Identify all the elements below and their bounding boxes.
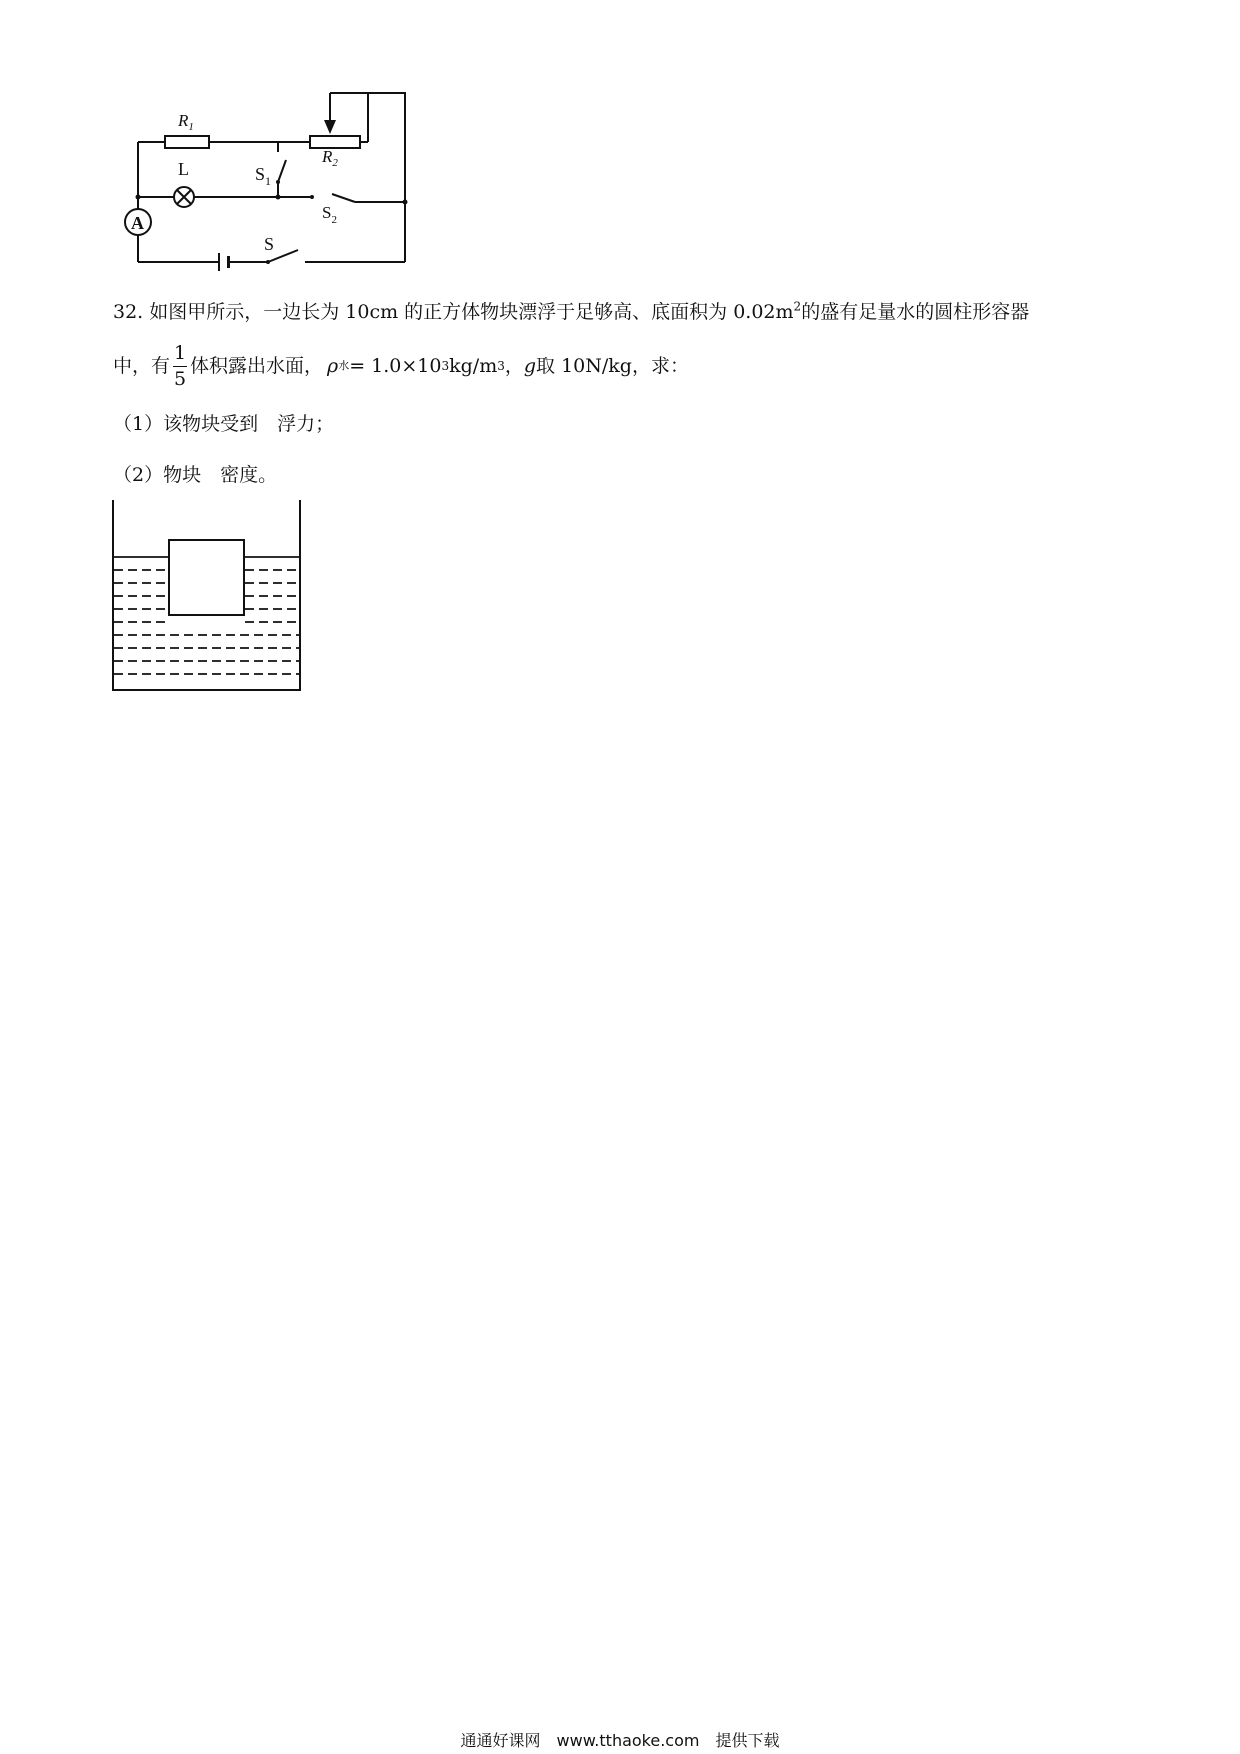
- sub-question-1: （1）该物块受到 浮力；: [113, 413, 335, 435]
- density-unit: kg/m: [449, 354, 498, 377]
- fraction-one-fifth: [173, 343, 187, 390]
- rheostat-r2: [310, 136, 360, 148]
- question-text-1a: 如图甲所示，一边长为 10cm 的正方体物块漂浮于足够高、底面积为 0.02m: [149, 301, 794, 323]
- label-lamp: L: [178, 159, 189, 179]
- label-s: S: [264, 234, 275, 254]
- question-text-2b: 体积露出水面，: [190, 354, 324, 377]
- label-s2: $S_2$: [322, 203, 337, 226]
- label-r2: $R_2$: [322, 147, 338, 169]
- label-s1: $S_1$: [255, 164, 272, 188]
- label-ammeter: A: [131, 213, 144, 233]
- container-diagram: [108, 500, 304, 700]
- resistor-r1: [165, 136, 209, 148]
- question-line-1: [113, 299, 1030, 323]
- exponent-area: 2: [793, 299, 802, 314]
- footer-source: 通通好课网 www.tthaoke.com 提供下载: [460, 1731, 780, 1750]
- rho-symbol: ρ: [327, 354, 339, 377]
- question-text-2f: 取 10N/kg，求：: [536, 354, 689, 377]
- fraction-denominator: 5: [173, 367, 187, 390]
- floating-block: [169, 540, 244, 615]
- sub-question-2: （2）物块 密度。: [113, 464, 278, 486]
- question-number: 32.: [113, 301, 144, 323]
- question-text-1b: 的盛有足量水的圆柱形容器: [801, 301, 1030, 323]
- comma: ，: [504, 354, 524, 377]
- circuit-diagram: [100, 90, 420, 280]
- question-text-2a: 中，有: [113, 354, 171, 377]
- label-r1: $R_1$: [178, 111, 194, 133]
- density-value: = 1.0×10: [349, 354, 442, 377]
- question-line-2: 中，有 $\frac{1}{5}$ 体积露出水面， ρ 水 = 1.0×10 3 kg/m 3 ， g 取 10N/kg，求：: [113, 342, 689, 390]
- g-symbol: g: [523, 354, 537, 377]
- fraction-numerator: 1: [173, 342, 187, 364]
